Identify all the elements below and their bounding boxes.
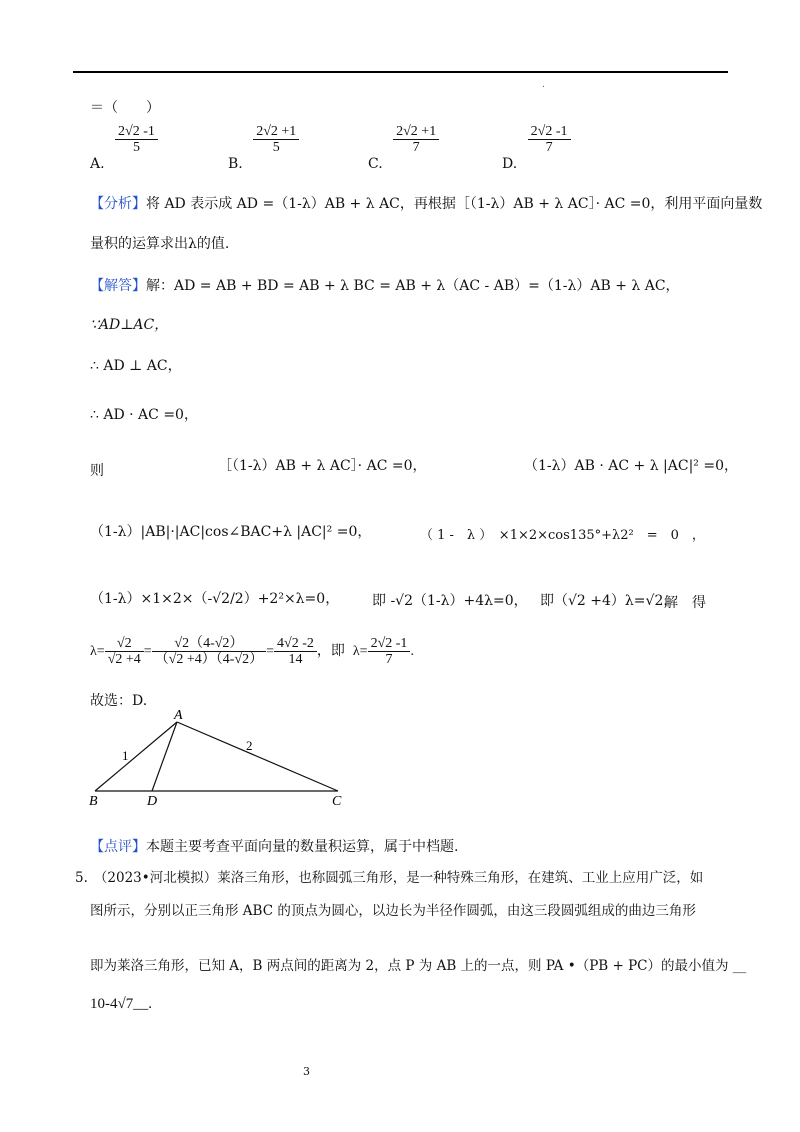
header-dot: . <box>542 80 545 90</box>
solution-line-5a: ［（1-λ）AB + λ AC］· AC =0， <box>218 458 427 474</box>
solution-tag: 【解答】 <box>90 278 146 294</box>
option-d: D. $\frac{2√2 -1}{7}$ <box>502 124 571 156</box>
analysis-tag: 【分析】 <box>90 196 146 212</box>
comment-line: 【点评】本题主要考查平面向量的数量积运算，属于中档题. <box>90 839 459 855</box>
side-ac <box>177 722 338 791</box>
solution-line-7d: 解 得 <box>664 595 706 611</box>
label-d: D <box>147 794 158 809</box>
q5-answer: 10-4√7__. <box>90 996 152 1012</box>
header-rule <box>73 71 728 73</box>
option-b: B. $\frac{2√2 +1}{5}$ <box>228 124 299 156</box>
label-side-2: 2 <box>246 738 253 753</box>
solution-line-7c: 即（√2 +4）λ=√2， <box>540 593 678 609</box>
label-c: C <box>332 794 342 809</box>
solution-line-7b: 即 -√2（1-λ）+4λ=0， <box>372 593 528 609</box>
solution-line-7a: （1-λ）×1×2×（-√2/2）+2²×λ=0， <box>90 591 340 607</box>
question-prefix: ＝（ ） <box>90 100 160 116</box>
q5-line-3: 即为莱洛三角形，已知 A，B 两点间的距离为 2，点 P 为 AB 上的一点，则 PA •（PB + PC）的最小值为 __ <box>90 958 747 974</box>
solution-answer: 故选：D. <box>90 693 148 709</box>
page-number: 3 <box>303 1065 310 1078</box>
option-c: C. $\frac{2√2 +1}{7}$ <box>368 124 439 156</box>
solution-line-1: 【解答】解：AD = AB + BD = AB + λ BC = AB + λ（AC - AB）=（1-λ）AB + λ AC， <box>90 278 680 294</box>
comment-tag: 【点评】 <box>90 839 146 855</box>
solution-line-5b: （1-λ）AB · AC + λ |AC|² =0， <box>524 458 738 474</box>
q5-line-1: 5. （2023•河北模拟）莱洛三角形，也称圆弧三角形，是一种特殊三角形，在建筑、工业上应用广泛，如 <box>75 870 704 886</box>
analysis-line-1: 【分析】将 AD 表示成 AD =（1-λ）AB + λ AC，再根据［（1-λ）AB + λ AC］· AC =0，利用平面向量数 <box>90 196 763 212</box>
analysis-line-2: 量积的运算求出λ的值. <box>90 236 230 252</box>
label-b: B <box>89 794 98 809</box>
solution-line-8: λ= $\frac{√2}{√2 +4}$ = $\frac{√2(4-√2)}{(√2 +4)(4-√2)}$ = $\frac{4√2 -2}{14}$ ，即 λ= $\frac{2√2 -1}{7}$ . <box>90 636 414 668</box>
solution-line-5-label: 则 <box>90 463 104 479</box>
solution-line-3: ∴ AD ⊥ AC， <box>90 358 182 374</box>
q5-line-2: 图所示，分别以正三角形 ABC 的顶点为圆心，以边长为半径作圆弧，由这三段圆弧组成的曲边三角形 <box>90 903 696 919</box>
label-side-1: 1 <box>122 748 129 763</box>
triangle-figure <box>80 708 360 813</box>
label-a: A <box>174 708 183 723</box>
solution-line-6b: （ 1 - λ ） ×1×2×cos135°+λ2² = 0 ， <box>420 528 705 543</box>
solution-line-4: ∴ AD · AC =0， <box>90 407 198 423</box>
option-a: A. $\frac{2√2 -1}{5}$ <box>90 124 158 156</box>
solution-line-2: ∵AD⊥AC， <box>90 317 169 333</box>
solution-line-6a: （1-λ）|AB|·|AC|cos∠BAC+λ |AC|² =0， <box>90 524 372 540</box>
